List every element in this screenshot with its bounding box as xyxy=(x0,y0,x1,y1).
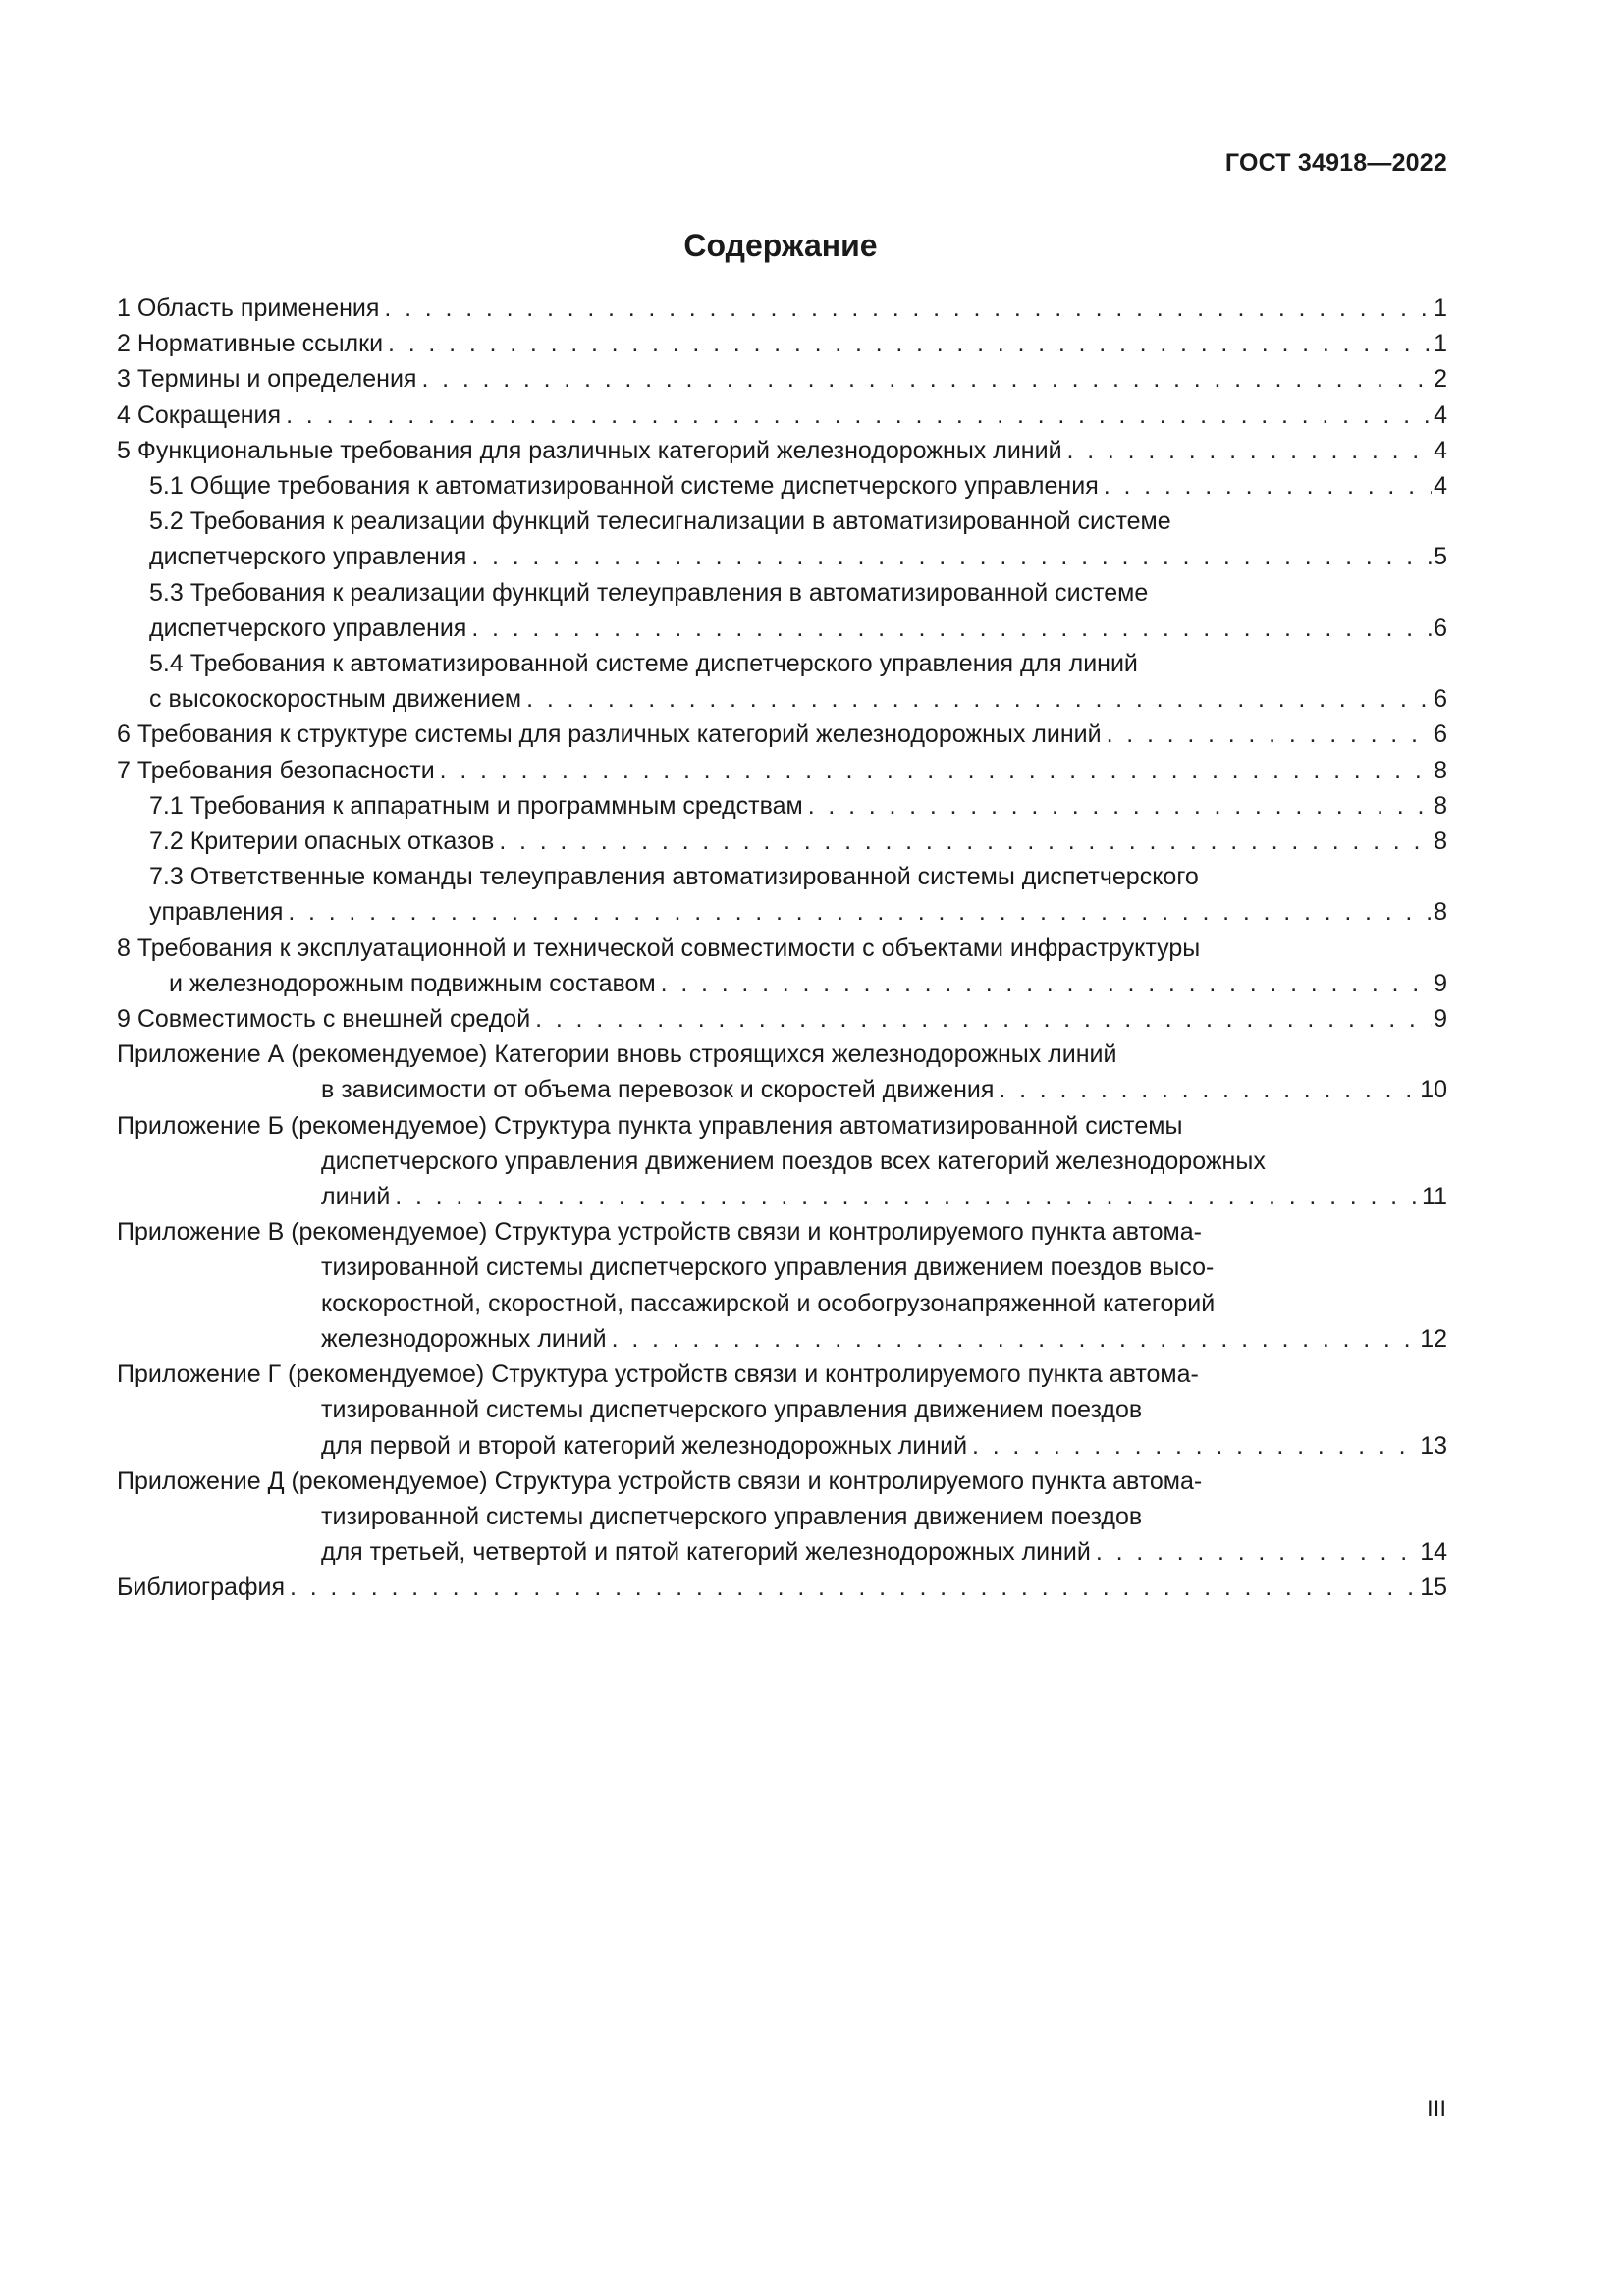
toc-leader-dots xyxy=(499,824,1432,859)
toc-page-number: 12 xyxy=(1420,1324,1447,1353)
toc-entry-text: 5.4 Требования к автоматизированной системе диспетчерского управления для линий xyxy=(149,650,1138,678)
toc-entry-7-1[interactable] xyxy=(117,788,1447,824)
toc-entry-8[interactable] xyxy=(117,931,1447,1001)
toc-leader-dots xyxy=(1104,468,1432,504)
toc-page-number: 15 xyxy=(1420,1574,1447,1602)
toc-leader-dots xyxy=(1067,433,1433,468)
toc-entry-text: 5.1 Общие требования к автоматизированной системе диспетчерского управления xyxy=(149,472,1099,501)
toc-page-number: 4 xyxy=(1434,436,1447,464)
toc-page-number: 6 xyxy=(1434,721,1447,749)
toc-entry-text: Приложение Б (рекомендуемое) Структура пункта управления автоматизированной системы xyxy=(117,1111,1183,1140)
toc-entry-text-continued: диспетчерского управления xyxy=(149,614,467,642)
toc-leader-dots xyxy=(661,966,1432,1001)
toc-page-number: 13 xyxy=(1420,1431,1447,1460)
toc-entry-text-continued: для первой и второй категорий железнодорожных линий xyxy=(321,1431,968,1460)
toc-leader-dots xyxy=(972,1428,1418,1464)
toc-page-number: 8 xyxy=(1434,898,1447,927)
toc-leader-dots xyxy=(612,1321,1419,1357)
toc-entry-text: 8 Требования к эксплуатационной и технической совместимости с объектами инфраструктуры xyxy=(117,934,1201,962)
toc-entry-text-continued: железнодорожных линий xyxy=(321,1324,607,1353)
toc-page-number: 5 xyxy=(1434,543,1447,571)
toc-entry-text: Библиография xyxy=(117,1574,286,1602)
toc-leader-dots xyxy=(288,894,1432,930)
document-id-header: ГОСТ 34918—2022 xyxy=(1224,149,1447,177)
toc-entry-text-continued: диспетчерского управления xyxy=(149,543,467,571)
toc-entry-text: Приложение В (рекомендуемое) Структура устройств связи и контролируемого пункта автома- xyxy=(117,1218,1202,1247)
toc-entry-bibliography[interactable] xyxy=(117,1570,1447,1605)
toc-page-number: 2 xyxy=(1434,365,1447,394)
toc-entry-text: 9 Совместимость с внешней средой xyxy=(117,1005,531,1034)
toc-title: Содержание xyxy=(683,228,878,263)
toc-entry-text: 5.3 Требования к реализации функций телеуправления в автоматизированной системе xyxy=(149,578,1149,607)
toc-entry-5-2[interactable] xyxy=(117,504,1447,574)
toc-entry-text: 4 Сокращения xyxy=(117,400,282,429)
toc-entry-text: 7.2 Критерии опасных отказов xyxy=(149,828,495,856)
toc-entry-appendix-g[interactable] xyxy=(117,1357,1447,1464)
toc-entry-text: 1 Область применения xyxy=(117,294,380,322)
toc-leader-dots xyxy=(999,1072,1418,1107)
toc-entry-text: 7.3 Ответственные команды телеуправления автоматизированной системы диспетчерского xyxy=(149,863,1199,891)
toc-page-number: 6 xyxy=(1434,685,1447,714)
toc-entry-text: 7.1 Требования к аппаратным и программным средствам xyxy=(149,791,803,820)
toc-entry-text: Приложение Д (рекомендуемое) Структура устройств связи и контролируемого пункта автома- xyxy=(117,1467,1203,1495)
toc-entry-appendix-v[interactable] xyxy=(117,1214,1447,1357)
toc-entry-4[interactable] xyxy=(117,398,1447,433)
page-number: III xyxy=(1426,2096,1446,2122)
toc-page-number: 9 xyxy=(1434,1005,1447,1034)
toc-entry-text-continued: тизированной системы диспетчерского управления движением поездов xyxy=(321,1502,1143,1530)
toc-entry-text: Приложение А (рекомендуемое) Категории вновь строящихся железнодорожных линий xyxy=(117,1041,1117,1069)
toc-entry-text: 6 Требования к структуре системы для различных категорий железнодорожных линий xyxy=(117,721,1102,749)
table-of-contents xyxy=(117,291,1447,1606)
toc-entry-text: Приложение Г (рекомендуемое) Структура устройств связи и контролируемого пункта автома- xyxy=(117,1361,1199,1389)
toc-leader-dots xyxy=(286,398,1432,433)
toc-entry-text-continued: управления xyxy=(149,898,284,927)
toc-entry-text-continued: для третьей, четвертой и пятой категорий железнодорожных линий xyxy=(321,1538,1091,1567)
toc-entry-text: 2 Нормативные ссылки xyxy=(117,330,384,358)
toc-entry-text: 3 Термины и определения xyxy=(117,365,417,394)
toc-page-number: 11 xyxy=(1422,1183,1447,1211)
toc-page-number: 10 xyxy=(1420,1076,1447,1104)
toc-entry-9[interactable] xyxy=(117,1001,1447,1037)
toc-entry-text: 5.2 Требования к реализации функций телесигнализации в автоматизированной системе xyxy=(149,507,1171,536)
toc-page-number: 1 xyxy=(1434,330,1447,358)
toc-entry-5-4[interactable] xyxy=(117,646,1447,717)
toc-entry-7-2[interactable] xyxy=(117,824,1447,859)
toc-entry-text-continued: с высокоскоростным движением xyxy=(149,685,522,714)
toc-entry-text-continued: тизированной системы диспетчерского управления движением поездов высо- xyxy=(321,1254,1215,1282)
toc-page-number: 14 xyxy=(1420,1538,1447,1567)
toc-entry-1[interactable] xyxy=(117,291,1447,326)
toc-leader-dots xyxy=(395,1179,1420,1214)
toc-entry-text-continued: коскоростной, скоростной, пассажирской и особогрузонапряженной категорий xyxy=(321,1289,1216,1317)
toc-entry-7-3[interactable] xyxy=(117,859,1447,930)
toc-entry-appendix-b[interactable] xyxy=(117,1108,1447,1215)
toc-entry-text: 5 Функциональные требования для различных категорий железнодорожных линий xyxy=(117,436,1062,464)
toc-entry-text-continued: диспетчерского управления движением поездов всех категорий железнодорожных xyxy=(321,1147,1266,1175)
toc-page-number: 9 xyxy=(1434,969,1447,997)
toc-entry-3[interactable] xyxy=(117,361,1447,397)
toc-entry-6[interactable] xyxy=(117,717,1447,752)
toc-entry-5[interactable] xyxy=(117,433,1447,468)
toc-leader-dots xyxy=(421,361,1432,397)
toc-leader-dots xyxy=(471,539,1432,574)
toc-page-number: 8 xyxy=(1434,828,1447,856)
toc-leader-dots xyxy=(290,1570,1418,1605)
toc-entry-text-continued: и железнодорожным подвижным составом xyxy=(169,969,656,997)
toc-leader-dots xyxy=(388,326,1432,361)
toc-page-number: 8 xyxy=(1434,791,1447,820)
toc-leader-dots xyxy=(1096,1534,1418,1570)
toc-leader-dots xyxy=(1107,717,1433,752)
toc-leader-dots xyxy=(535,1001,1432,1037)
toc-entry-appendix-d[interactable] xyxy=(117,1464,1447,1571)
toc-page-number: 8 xyxy=(1434,756,1447,784)
toc-entry-text-continued: линий xyxy=(321,1183,391,1211)
toc-leader-dots xyxy=(471,611,1432,646)
toc-page-number: 1 xyxy=(1434,294,1447,322)
toc-entry-text-continued: в зависимости от объема перевозок и скоростей движения xyxy=(321,1076,995,1104)
toc-leader-dots xyxy=(440,753,1432,788)
toc-entry-appendix-a[interactable] xyxy=(117,1037,1447,1107)
toc-leader-dots xyxy=(384,291,1432,326)
toc-entry-7[interactable] xyxy=(117,753,1447,788)
toc-entry-5-1[interactable] xyxy=(117,468,1447,504)
toc-entry-2[interactable] xyxy=(117,326,1447,361)
toc-page-number: 6 xyxy=(1434,614,1447,642)
toc-entry-text-continued: тизированной системы диспетчерского управления движением поездов xyxy=(321,1396,1143,1424)
toc-page-number: 4 xyxy=(1434,400,1447,429)
toc-page-number: 4 xyxy=(1434,472,1447,501)
toc-leader-dots xyxy=(808,788,1432,824)
toc-leader-dots xyxy=(526,681,1432,717)
toc-entry-text: 7 Требования безопасности xyxy=(117,756,435,784)
toc-entry-5-3[interactable] xyxy=(117,575,1447,646)
